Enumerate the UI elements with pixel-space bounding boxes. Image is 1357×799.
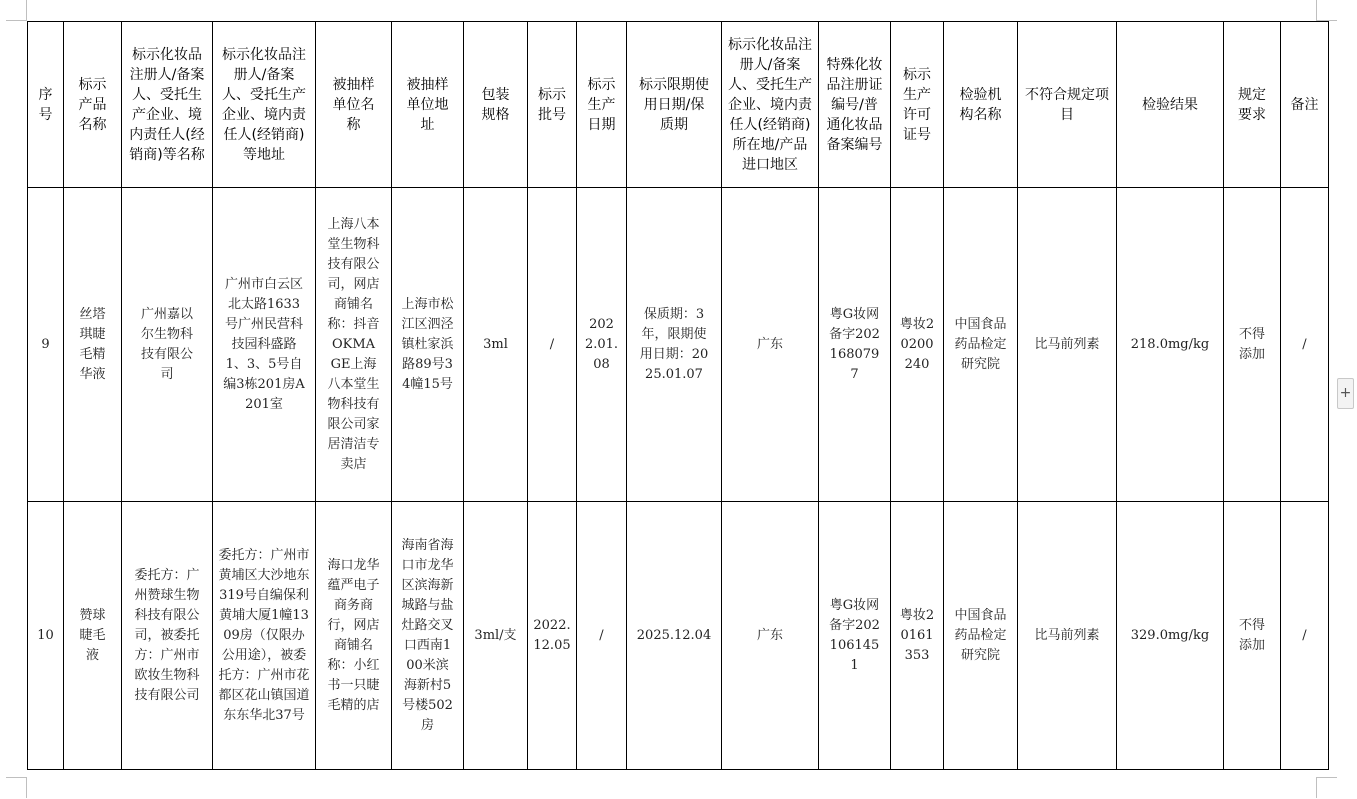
- header-cell: 标示化妆品注册人/备案人、受托生产企业、境内责任人(经销商)等名称: [122, 22, 213, 188]
- cell-registrant-name: 委托方：广州赞球生物科技有限公司，被委托方：广州市欧妆生物科技有限公司: [122, 502, 213, 770]
- cell-registrant-address: 广州市白云区北太路1633号广州民营科技园科盛路1、3、5号自编3栋201房A201室: [213, 188, 316, 502]
- header-cell: 检验结果: [1117, 22, 1224, 188]
- header-cell: 标示化妆品注册人/备案人、受托生产企业、境内责任人(经销商)所在地/产品进口地区: [722, 22, 819, 188]
- header-cell: 规定要求: [1224, 22, 1281, 188]
- header-cell: 序号: [28, 22, 64, 188]
- cell-filing-number: 粤G妆网备字2021061451: [819, 502, 891, 770]
- table-row: [28, 502, 1329, 770]
- table-row: [28, 188, 1329, 502]
- cell-batch-number: 2022.12.05: [528, 502, 577, 770]
- cell-expiry: 保质期：3年，限期使用日期：2025.01.07: [627, 188, 722, 502]
- header-cell: 被抽样单位名称: [316, 22, 392, 188]
- cell-license-number: 粤妆20161353: [891, 502, 944, 770]
- cell-remark: /: [1281, 502, 1329, 770]
- cell-production-date: /: [577, 502, 627, 770]
- header-cell: 备注: [1281, 22, 1329, 188]
- cell-product-name: 丝塔琪睫毛精华液: [64, 188, 122, 502]
- cell-origin-region: 广东: [722, 502, 819, 770]
- cell-testing-institution: 中国食品药品检定研究院: [944, 188, 1018, 502]
- header-cell: 被抽样单位地址: [392, 22, 464, 188]
- header-cell: 标示产品名称: [64, 22, 122, 188]
- page-corner-mark: [1316, 777, 1337, 798]
- page-corner-mark: [1316, 0, 1337, 21]
- sampling-results-table: [27, 21, 1329, 770]
- header-cell: 标示生产许可证号: [891, 22, 944, 188]
- cell-registrant-name: 广州嘉以尔生物科技有限公司: [122, 188, 213, 502]
- cell-nonconforming-item: 比马前列素: [1018, 502, 1117, 770]
- header-cell: 包装规格: [464, 22, 528, 188]
- header-cell: 标示限期使用日期/保质期: [627, 22, 722, 188]
- page-corner-mark: [6, 0, 27, 21]
- header-cell: 标示生产日期: [577, 22, 627, 188]
- add-row-button[interactable]: +: [1337, 378, 1354, 409]
- cell-expiry: 2025.12.04: [627, 502, 722, 770]
- header-cell: 检验机构名称: [944, 22, 1018, 188]
- cell-package-spec: 3ml: [464, 188, 528, 502]
- cell-sampled-unit-address: 海南省海口市龙华区滨海新城路与盐灶路交叉口西南100米滨海新村5号楼502房: [392, 502, 464, 770]
- cell-production-date: 2022.01.08: [577, 188, 627, 502]
- cell-sampled-unit-name: 海口龙华蕴严电子商务商行，网店商铺名称：小红书一只睫毛精的店: [316, 502, 392, 770]
- cell-sampled-unit-name: 上海八本堂生物科技有限公司，网店商铺名称：抖音OKMAGE上海八本堂生物科技有限公司家居清洁专卖店: [316, 188, 392, 502]
- cell-requirement: 不得添加: [1224, 502, 1281, 770]
- cell-license-number: 粤妆20200240: [891, 188, 944, 502]
- cell-testing-institution: 中国食品药品检定研究院: [944, 502, 1018, 770]
- cell-package-spec: 3ml/支: [464, 502, 528, 770]
- cell-remark: /: [1281, 188, 1329, 502]
- cell-origin-region: 广东: [722, 188, 819, 502]
- table-header-row: [28, 22, 1329, 188]
- cell-product-name: 赞球睫毛液: [64, 502, 122, 770]
- cell-nonconforming-item: 比马前列素: [1018, 188, 1117, 502]
- cell-registrant-address: 委托方：广州市黄埔区大沙地东319号自编保利黄埔大厦1幢1309房（仅限办公用途），被委托方：广州市花都区花山镇国道东东华北37号: [213, 502, 316, 770]
- header-cell: 不符合规定项目: [1018, 22, 1117, 188]
- cell-sampled-unit-address: 上海市松江区泗泾镇杜家浜路89号34幢15号: [392, 188, 464, 502]
- cell-serial-number: 9: [28, 188, 64, 502]
- cell-test-result: 329.0mg/kg: [1117, 502, 1224, 770]
- cell-requirement: 不得添加: [1224, 188, 1281, 502]
- cell-batch-number: /: [528, 188, 577, 502]
- cell-serial-number: 10: [28, 502, 64, 770]
- cell-filing-number: 粤G妆网备字2021680797: [819, 188, 891, 502]
- header-cell: 标示化妆品注册人/备案人、受托生产企业、境内责任人(经销商)等地址: [213, 22, 316, 188]
- header-cell: 标示批号: [528, 22, 577, 188]
- cell-test-result: 218.0mg/kg: [1117, 188, 1224, 502]
- page-corner-mark: [6, 777, 27, 798]
- header-cell: 特殊化妆品注册证编号/普通化妆品备案编号: [819, 22, 891, 188]
